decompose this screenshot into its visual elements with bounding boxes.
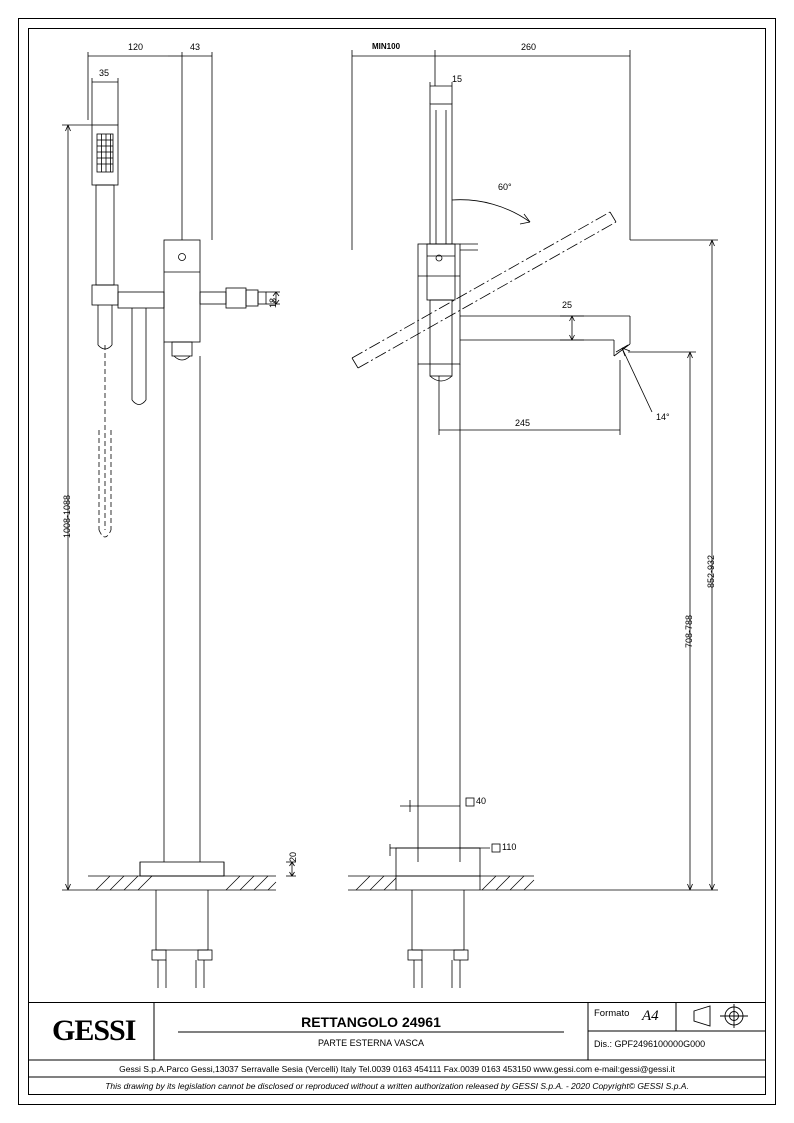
dim-35: 35 xyxy=(99,68,110,78)
company-address-line: Gessi S.p.A.Parco Gessi,13037 Serravalle Sesia (Vercelli) Italy Tel.0039 0163 454111 Fax.0039 0163 453150 www.gessi.com e-mail:gessi@gessi.it xyxy=(119,1064,675,1074)
dim-708-788: 708-788 xyxy=(684,614,694,648)
dim-18: 18 xyxy=(268,297,278,308)
format-label: Formato xyxy=(594,1008,630,1019)
dim-245: 245 xyxy=(515,418,531,428)
dim-15: 15 xyxy=(452,74,463,84)
brand-logo: GESSI xyxy=(52,1014,136,1047)
drawing-number-value: GPF2496100000G000 xyxy=(614,1039,706,1049)
dim-60-degrees: 60° xyxy=(498,182,512,192)
drawing-number-label: Dis.: xyxy=(594,1039,612,1049)
dim-25: 25 xyxy=(562,300,573,310)
dim-43: 43 xyxy=(190,42,201,52)
dim-square-110: 110 xyxy=(502,842,517,852)
dim-14-degrees: 14° xyxy=(656,412,670,422)
dim-1008-1088: 1008-1088 xyxy=(62,494,72,538)
legal-notice-line: This drawing by its legislation cannot be disclosed or reproduced without a written authorization released by GESSI S.p.A. - 2020 Copyright© GESSI S.p.A. xyxy=(105,1081,689,1091)
dim-20: 20 xyxy=(288,851,298,862)
drawing-number xyxy=(594,1039,705,1049)
dim-260: 260 xyxy=(521,42,537,52)
format-value: A4 xyxy=(642,1008,659,1024)
dim-min100: MIN100 xyxy=(372,42,401,51)
product-name: RETTANGOLO 24961 xyxy=(301,1014,441,1030)
dim-120: 120 xyxy=(128,42,144,52)
dim-square-40: 40 xyxy=(476,796,487,806)
dim-852-932: 852-932 xyxy=(706,554,716,588)
title-block xyxy=(28,1002,766,1095)
product-subtitle: PARTE ESTERNA VASCA xyxy=(317,1038,425,1048)
